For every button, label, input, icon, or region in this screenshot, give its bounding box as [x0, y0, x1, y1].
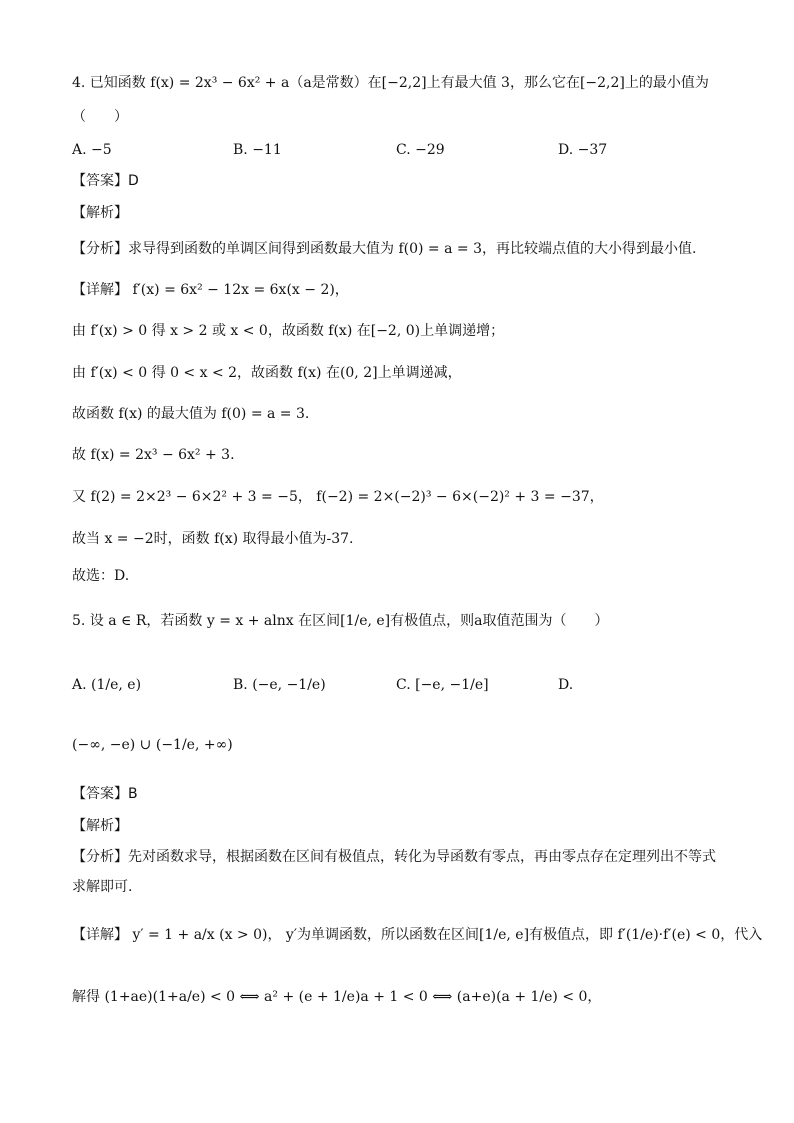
q4-analysis-tag: 【解析】: [72, 205, 128, 221]
q5-fenxi-line1: 【分析】先对函数求导，根据函数在区间有极值点，转化为导函数有零点，再由零点存在定理列出不等式: [72, 849, 716, 865]
q4-answer: 【答案】D: [72, 173, 139, 189]
q4-detail-line: 由 f′(x) > 0 得 x > 2 或 x < 0，故函数 f(x) 在[−2, 0)上单调递增；: [72, 323, 505, 339]
q4-detail-line: 由 f′(x) < 0 得 0 < x < 2，故函数 f(x) 在(0, 2]上单调递减，: [72, 365, 462, 381]
q4-detail-line: 故当 x = −2时，函数 f(x) 取得最小值为-37.: [72, 531, 354, 547]
q4-option-b: B. −11: [233, 142, 282, 158]
q4-option-a: A. −5: [72, 142, 112, 158]
q4-detail-line: 故选：D.: [72, 568, 130, 584]
q4-detail-line: 【详解】 f′(x) = 6x² − 12x = 6x(x − 2)，: [72, 282, 349, 298]
q5-stem: 5. 设 a ∈ R，若函数 y = x + alnx 在区间[1/e, e]有极值点，则a取值范围为（ ）: [72, 613, 609, 629]
q4-option-c: C. −29: [396, 142, 445, 158]
q4-detail-line: 故 f(x) = 2x³ − 6x² + 3.: [72, 447, 235, 463]
q5-analysis-tag: 【解析】: [72, 818, 128, 834]
q5-option-c: C. [−e, −1/e]: [396, 677, 489, 693]
q5-option-a: A. (1/e, e): [72, 677, 142, 693]
q5-option-d-content: (−∞, −e) ∪ (−1/e, +∞): [72, 737, 233, 753]
q4-detail-line: 故函数 f(x) 的最大值为 f(0) = a = 3.: [72, 406, 310, 422]
q4-detail-line: 又 f(2) = 2×2³ − 6×2² + 3 = −5， f(−2) = 2×(−2)³ − 6×(−2)² + 3 = −37，: [72, 489, 604, 505]
q5-option-b: B. (−e, −1/e): [233, 677, 326, 693]
q4-option-d: D. −37: [558, 142, 608, 158]
q5-answer: 【答案】B: [72, 786, 138, 802]
q5-option-d: D.: [558, 677, 574, 693]
q4-answer-paren: （ ）: [72, 109, 128, 125]
q5-detail-line1: 【详解】 y′ = 1 + a/x (x > 0)， y′为单调函数，所以函数在区间[1/e, e]有极值点，即 f′(1/e)·f′(e) < 0，代入: [72, 927, 763, 943]
q4-stem: 4. 已知函数 f(x) = 2x³ − 6x² + a（a是常数）在[−2,2]上有最大值 3，那么它在[−2,2]上的最小值为: [72, 75, 709, 91]
q5-detail-line2: 解得 (1+ae)(1+a/e) < 0 ⟺ a² + (e + 1/e)a + 1 < 0 ⟺ (a+e)(a + 1/e) < 0，: [72, 989, 602, 1005]
q5-fenxi-line2: 求解即可.: [72, 879, 133, 895]
q4-fenxi: 【分析】求导得到函数的单调区间得到函数最大值为 f(0) = a = 3，再比较端点值的大小得到最小值.: [72, 241, 697, 257]
